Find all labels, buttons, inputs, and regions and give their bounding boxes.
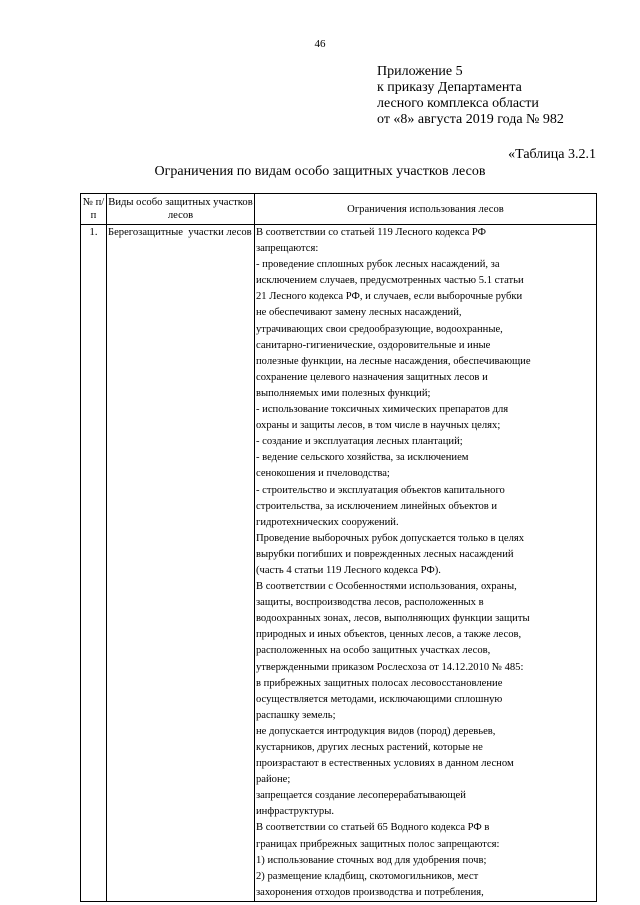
- restriction-line: не допускается интродукция видов (пород) деревьев,: [256, 725, 496, 737]
- restriction-line: исключением случаев, предусмотренных частью 5.1 статьи: [256, 275, 524, 287]
- restriction-line: В соответствии со статьей 119 Лесного кодекса РФ: [256, 227, 486, 238]
- appendix-line: от «8» августа 2019 года № 982: [377, 112, 564, 127]
- restriction-line: не обеспечивают замену лесных насаждений,: [256, 307, 462, 319]
- restriction-line: границах прибрежных защитных полос запрещаются:: [256, 838, 500, 850]
- restriction-line: осуществляется методами, исключающими сплошную: [256, 693, 503, 705]
- restriction-line: сохранение целевого назначения защитных лесов и: [256, 371, 488, 383]
- restriction-line: в прибрежных защитных полосах лесовосстановление: [256, 677, 503, 689]
- restriction-line: утрачивающих свои средообразующие, водоохранные,: [256, 323, 503, 335]
- restriction-line: санитарно-гигиенические, оздоровительные и иные: [256, 339, 491, 351]
- restriction-line: охраны и защиты лесов, в том числе в научных целях;: [256, 420, 501, 432]
- restriction-line: полезные функции, на лесные насаждения, обеспечивающие: [256, 355, 531, 367]
- restriction-line: кустарников, других лесных растений, которые не: [256, 742, 483, 753]
- table-header-row: [81, 194, 597, 225]
- restriction-line: Проведение выборочных рубок допускается только в целях: [256, 532, 525, 544]
- restriction-line: - проведение сплошных рубок лесных насаждений, за: [256, 259, 500, 271]
- row-number: 1.: [81, 225, 107, 902]
- restriction-line: гидротехнических сооружений.: [256, 516, 399, 528]
- restriction-line: 2) размещение кладбищ, скотомогильников, мест: [256, 870, 479, 882]
- restriction-line: - ведение сельского хозяйства, за исключением: [256, 452, 469, 464]
- table-number: «Таблица 3.2.1: [508, 147, 596, 162]
- restriction-line: природных и иных объектов, ценных лесов, а также лесов,: [256, 629, 522, 641]
- restriction-line: инфраструктуры.: [256, 806, 334, 818]
- restriction-line: вырубки погибших и поврежденных лесных насаждений: [256, 548, 514, 560]
- restriction-line: расположенных на особо защитных участках лесов,: [256, 645, 491, 657]
- appendix-line: лесного комплекса области: [377, 96, 539, 111]
- restriction-line: - строительство и эксплуатация объектов капитального: [256, 484, 505, 496]
- appendix-line: Приложение 5: [377, 64, 463, 79]
- restriction-line: В соответствии с Особенностями использования, охраны,: [256, 581, 517, 593]
- restriction-line: утвержденными приказом Рослесхоза от 14.12.2010 № 485:: [256, 661, 524, 673]
- page-number: 46: [314, 38, 326, 50]
- restriction-line: (часть 4 статьи 119 Лесного кодекса РФ).: [256, 564, 441, 576]
- restriction-line: 1) использование сточных вод для удобрения почв;: [256, 854, 487, 866]
- restriction-line: сенокошения и пчеловодства;: [256, 468, 390, 480]
- table-row: [81, 225, 597, 902]
- appendix-header: [377, 64, 564, 128]
- restriction-line: водоохранных зонах, лесов, выполняющих функции защиты: [256, 613, 530, 625]
- restriction-line: районе;: [256, 774, 291, 786]
- header-type: Виды особо защитных участков лесов: [107, 194, 255, 225]
- restriction-line: распашку земель;: [256, 709, 336, 721]
- restriction-line: строительства, за исключением линейных объектов и: [256, 500, 498, 512]
- row-restrictions: [255, 225, 597, 902]
- restriction-line: - создание и эксплуатация лесных плантаций;: [256, 436, 463, 448]
- restriction-line: выполняемых ими полезных функций;: [256, 387, 431, 399]
- restriction-line: запрещается создание лесоперерабатывающей: [256, 790, 466, 802]
- restriction-line: В соответствии со статьей 65 Водного кодекса РФ в: [256, 822, 490, 834]
- restrictions-table: [80, 193, 597, 902]
- header-restrictions: Ограничения использования лесов: [255, 194, 597, 225]
- restriction-line: запрещаются:: [256, 243, 319, 255]
- table-title: Ограничения по видам особо защитных участков лесов: [154, 164, 486, 179]
- appendix-line: к приказу Департамента: [377, 80, 522, 95]
- restriction-line: произрастают в естественных условиях в данном лесном: [256, 758, 514, 770]
- restriction-line: - использование токсичных химических препаратов для: [256, 404, 509, 416]
- row-type: Берегозащитные участки лесов: [107, 225, 255, 902]
- restriction-line: защиты, воспроизводства лесов, расположенных в: [256, 597, 484, 609]
- header-number: № п/п: [81, 194, 107, 225]
- restriction-line: захоронения отходов производства и потребления,: [256, 886, 484, 898]
- restriction-line: 21 Лесного кодекса РФ, и случаев, если выборочные рубки: [256, 291, 523, 303]
